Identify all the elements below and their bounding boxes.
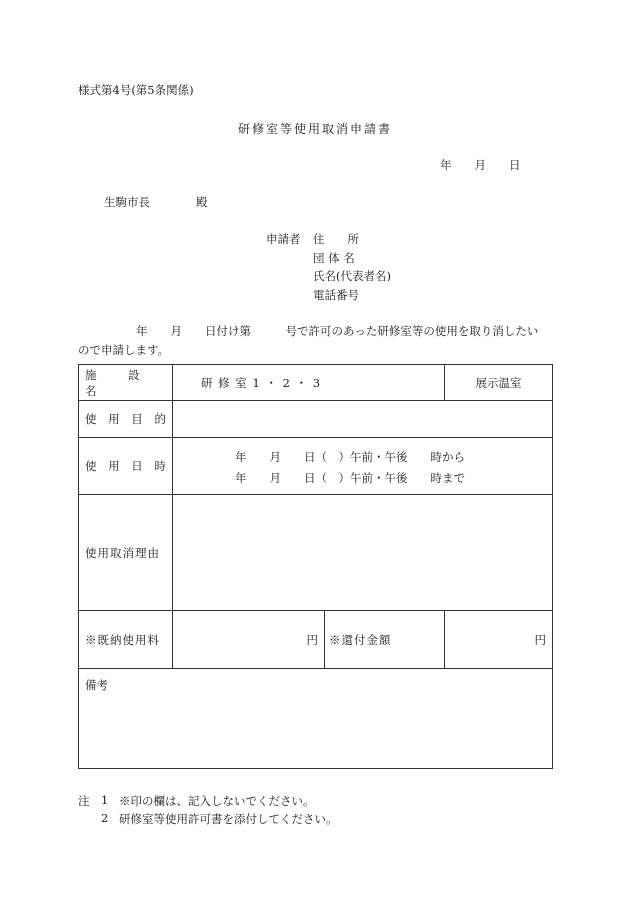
- reason-row: [79, 495, 553, 611]
- datetime-to: 年 月 日（ ）午前・午後 時まで: [235, 471, 465, 485]
- datetime-from: 年 月 日（ ）午前・午後 時から: [235, 450, 465, 464]
- refund-label: ※還付金額: [325, 611, 445, 669]
- datetime-value[interactable]: [173, 438, 553, 495]
- refund-value[interactable]: [445, 611, 553, 669]
- reason-label: 使用取消理由: [79, 495, 173, 611]
- datetime-row: [79, 438, 553, 495]
- note2-number: 2: [101, 811, 109, 825]
- purpose-label: 使 用 目 的: [79, 401, 173, 438]
- facility-rooms: 研 修 室 1 ・ 2 ・ 3: [173, 365, 445, 401]
- reason-value[interactable]: [173, 495, 553, 611]
- notes-prefix: 注: [78, 794, 90, 808]
- purpose-value[interactable]: [173, 401, 553, 438]
- document-title: 研修室等使用取消申請書: [238, 122, 393, 136]
- remarks-row: [79, 669, 553, 769]
- applicant-label: 申請者: [266, 232, 301, 246]
- facility-label: 施 設 名: [79, 365, 173, 401]
- body-text-line1: 年 月 日付け第 号で許可のあった研修室等の使用を取り消したい: [136, 324, 539, 338]
- applicant-phone-label: 電話番号: [313, 288, 359, 302]
- datetime-label: 使 用 日 時: [79, 438, 173, 495]
- facility-row: [79, 365, 553, 401]
- note1-text: ※印の欄は、記入しないでください。: [119, 794, 315, 808]
- note1-number: 1: [101, 793, 109, 807]
- application-form-table: [78, 364, 553, 769]
- facility-extra: 展示温室: [445, 365, 553, 401]
- remarks-cell[interactable]: [79, 669, 553, 769]
- refund-unit: 円: [534, 632, 547, 647]
- applicant-group-label: 団 体 名: [313, 251, 355, 265]
- applicant-address-label: 住 所: [313, 232, 359, 246]
- applicant-name-label: 氏名(代表者名): [313, 269, 391, 283]
- purpose-row: [79, 401, 553, 438]
- note2-text: 研修室等使用許可書を添付してください。: [119, 812, 338, 826]
- paid-fee-label: ※既納使用料: [79, 611, 173, 669]
- fee-row: [79, 611, 553, 669]
- paid-fee-value[interactable]: [173, 611, 325, 669]
- form-number: 様式第4号(第5条関係): [78, 83, 194, 97]
- addressee: 生駒市長 殿: [104, 195, 208, 209]
- paid-fee-unit: 円: [306, 632, 318, 647]
- remarks-label: 備考: [85, 678, 108, 692]
- body-text-line2: ので申請します。: [78, 343, 170, 357]
- date-line: 年 月 日: [440, 158, 521, 172]
